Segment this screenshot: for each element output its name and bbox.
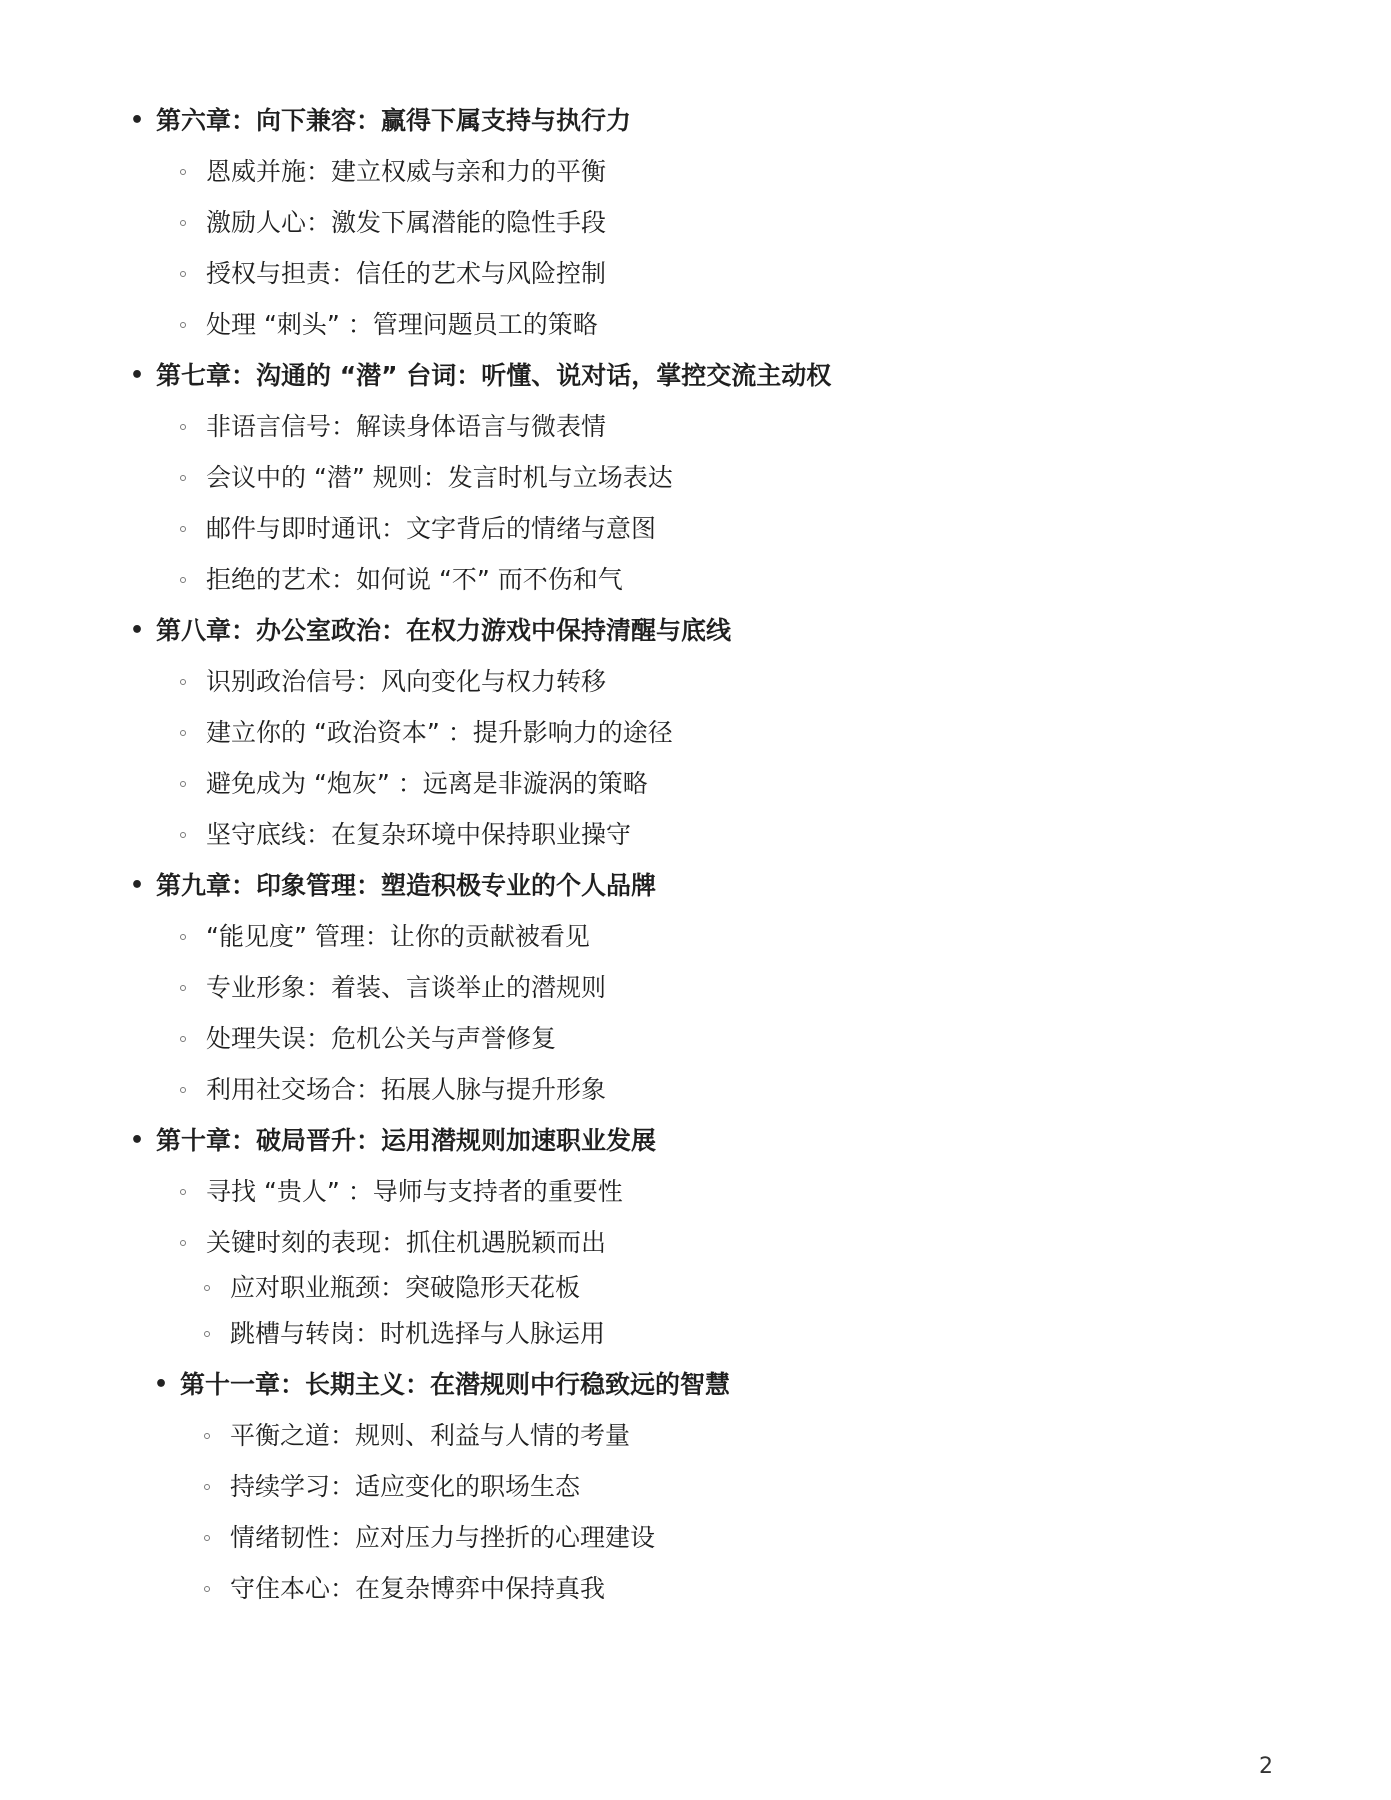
section-item xyxy=(0,962,1391,1013)
section-title: 跳槽与转岗：时机选择与人脉运用 xyxy=(230,1319,606,1348)
bullet-icon: • xyxy=(130,873,145,898)
section-item xyxy=(0,1410,1391,1461)
hollow-bullet-icon xyxy=(180,577,186,583)
section-title: 坚守底线：在复杂环境中保持职业操守 xyxy=(206,820,632,849)
section-item xyxy=(0,1512,1391,1563)
hollow-bullet-icon xyxy=(204,1535,210,1541)
hollow-bullet-icon xyxy=(204,1484,210,1490)
section-title: 非语言信号：解读身体语言与微表情 xyxy=(206,412,607,441)
bullet-icon: • xyxy=(130,618,145,643)
chapter-heading xyxy=(0,860,1391,911)
section-title: 拒绝的艺术：如何说 “不” 而不伤和气 xyxy=(206,565,623,594)
section-item xyxy=(0,1268,1391,1308)
hollow-bullet-icon xyxy=(180,526,186,532)
section-title: 识别政治信号：风向变化与权力转移 xyxy=(206,667,607,696)
section-title: “能见度” 管理：让你的贡献被看见 xyxy=(206,922,590,951)
chapter-title: 第十一章：长期主义：在潜规则中行稳致远的智慧 xyxy=(180,1370,731,1399)
chapter-title: 第十章：破局晋升：运用潜规则加速职业发展 xyxy=(156,1126,657,1155)
hollow-bullet-icon xyxy=(180,730,186,736)
section-title: 专业形象：着装、言谈举止的潜规则 xyxy=(206,973,607,1002)
hollow-bullet-icon xyxy=(180,424,186,430)
hollow-bullet-icon xyxy=(180,1036,186,1042)
section-title: 寻找 “贵人” ：导师与支持者的重要性 xyxy=(206,1177,623,1206)
table-of-contents xyxy=(0,95,1391,1614)
chapter-heading xyxy=(0,350,1391,401)
section-title: 利用社交场合：拓展人脉与提升形象 xyxy=(206,1075,607,1104)
hollow-bullet-icon xyxy=(180,220,186,226)
section-title: 邮件与即时通讯：文字背后的情绪与意图 xyxy=(206,514,657,543)
section-item xyxy=(0,656,1391,707)
bullet-icon: • xyxy=(130,108,145,133)
section-item xyxy=(0,299,1391,350)
hollow-bullet-icon xyxy=(204,1331,210,1337)
section-item xyxy=(0,452,1391,503)
chapter-title: 第六章：向下兼容：赢得下属支持与执行力 xyxy=(156,106,632,135)
section-item xyxy=(0,503,1391,554)
hollow-bullet-icon xyxy=(180,934,186,940)
section-item xyxy=(0,1217,1391,1268)
section-title: 激励人心：激发下属潜能的隐性手段 xyxy=(206,208,607,237)
section-item xyxy=(0,146,1391,197)
section-item xyxy=(0,758,1391,809)
section-item xyxy=(0,707,1391,758)
section-title: 处理 “刺头” ：管理问题员工的策略 xyxy=(206,310,598,339)
chapter-heading xyxy=(0,95,1391,146)
section-item xyxy=(0,554,1391,605)
section-title: 应对职业瓶颈：突破隐形天花板 xyxy=(230,1273,581,1302)
hollow-bullet-icon xyxy=(204,1586,210,1592)
hollow-bullet-icon xyxy=(180,832,186,838)
bullet-icon: • xyxy=(130,1128,145,1153)
section-item xyxy=(0,1461,1391,1512)
bullet-icon: • xyxy=(154,1372,169,1397)
chapter-title: 第八章：办公室政治：在权力游戏中保持清醒与底线 xyxy=(156,616,732,645)
hollow-bullet-icon xyxy=(180,1087,186,1093)
hollow-bullet-icon xyxy=(180,1189,186,1195)
chapter-heading xyxy=(0,1115,1391,1166)
section-item xyxy=(0,1563,1391,1614)
section-item xyxy=(0,248,1391,299)
section-item xyxy=(0,1013,1391,1064)
section-item xyxy=(0,197,1391,248)
hollow-bullet-icon xyxy=(180,781,186,787)
hollow-bullet-icon xyxy=(180,271,186,277)
section-title: 恩威并施：建立权威与亲和力的平衡 xyxy=(206,157,607,186)
section-item xyxy=(0,1308,1391,1359)
bullet-icon: • xyxy=(130,363,145,388)
hollow-bullet-icon xyxy=(204,1285,210,1291)
hollow-bullet-icon xyxy=(180,985,186,991)
section-title: 避免成为 “炮灰” ：远离是非漩涡的策略 xyxy=(206,769,648,798)
chapter-title: 第九章：印象管理：塑造积极专业的个人品牌 xyxy=(156,871,657,900)
hollow-bullet-icon xyxy=(180,475,186,481)
section-title: 情绪韧性：应对压力与挫折的心理建设 xyxy=(230,1523,656,1552)
hollow-bullet-icon xyxy=(180,169,186,175)
hollow-bullet-icon xyxy=(204,1433,210,1439)
section-title: 会议中的 “潜” 规则：发言时机与立场表达 xyxy=(206,463,673,492)
chapter-heading xyxy=(0,1359,1391,1410)
chapter-title: 第七章：沟通的 “潜” 台词：听懂、说对话，掌控交流主动权 xyxy=(156,361,832,390)
section-title: 平衡之道：规则、利益与人情的考量 xyxy=(230,1421,631,1450)
section-item xyxy=(0,1166,1391,1217)
chapter-heading xyxy=(0,605,1391,656)
section-item xyxy=(0,401,1391,452)
section-item xyxy=(0,809,1391,860)
section-item xyxy=(0,911,1391,962)
section-title: 守住本心：在复杂博弈中保持真我 xyxy=(230,1574,606,1603)
section-title: 关键时刻的表现：抓住机遇脱颖而出 xyxy=(206,1228,607,1257)
section-title: 建立你的 “政治资本” ：提升影响力的途径 xyxy=(206,718,673,747)
hollow-bullet-icon xyxy=(180,679,186,685)
hollow-bullet-icon xyxy=(180,1240,186,1246)
page-number: 2 xyxy=(1259,1754,1273,1779)
section-title: 处理失误：危机公关与声誉修复 xyxy=(206,1024,557,1053)
hollow-bullet-icon xyxy=(180,322,186,328)
section-item xyxy=(0,1064,1391,1115)
section-title: 授权与担责：信任的艺术与风险控制 xyxy=(206,259,607,288)
section-title: 持续学习：适应变化的职场生态 xyxy=(230,1472,581,1501)
